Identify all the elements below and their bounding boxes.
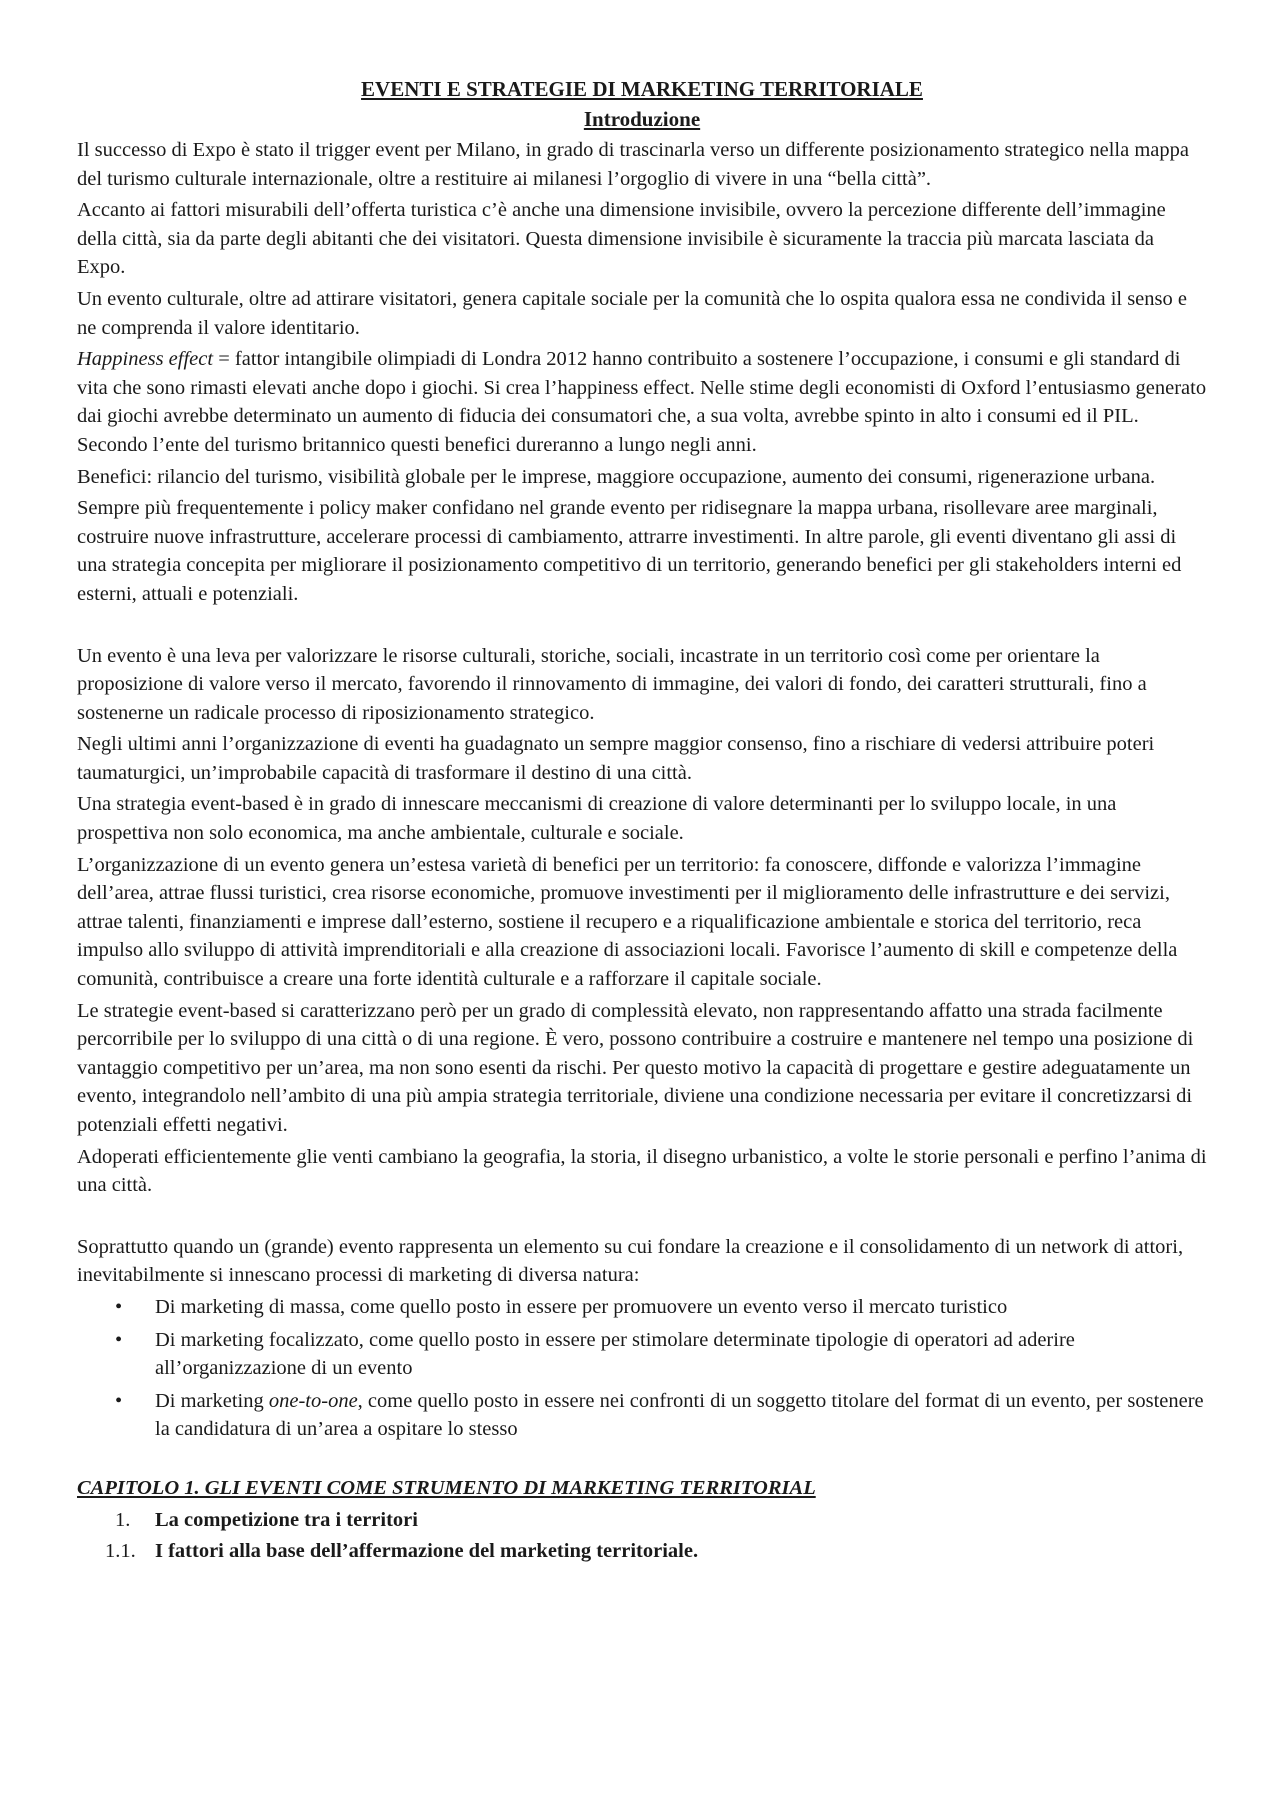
paragraph: Un evento è una leva per valorizzare le risorse culturali, storiche, sociali, incastrate in un territorio così come per orientare la proposizione di valore verso il mercato, favorendo il rinnovamento di immagine, dei valori di fondo, dei caratteri strutturali, fino a sostenerne un radicale processo di riposizionamento strategico.: [77, 644, 1147, 724]
section-number: 1.1.: [105, 1540, 136, 1563]
section-title: I fattori alla base dell’affermazione del marketing territoriale.: [155, 1540, 699, 1563]
paragraph: Una strategia event-based è in grado di innescare meccanismi di creazione di valore determinanti per lo sviluppo locale, in una prospettiva non solo economica, ma anche ambientale, culturale e sociale.: [77, 793, 1117, 845]
list-item-text: Di marketing di massa, come quello posto in essere per promuovere un evento verso il mercato turistico: [155, 1295, 1008, 1318]
section-title: La competizione tra i territori: [155, 1508, 418, 1531]
section-number: 1.: [115, 1508, 131, 1531]
chapter-heading: CAPITOLO 1. GLI EVENTI COME STRUMENTO DI MARKETING TERRITORIAL: [77, 1476, 816, 1499]
bullet-icon: •: [115, 1389, 123, 1412]
paragraph: Il successo di Expo è stato il trigger event per Milano, in grado di trascinarla verso un differente posizionamento strategico nella mappa del turismo culturale internazionale, oltre a restituire ai milanesi l’orgoglio di vivere in una “bella città”.: [77, 139, 1189, 190]
happiness-paragraph: [77, 345, 1207, 459]
spacer: [77, 1203, 1207, 1233]
list-item-text-post: , come quello posto in essere nei confronti di un soggetto titolare del format di un evento, per sostenere la candidatura di un’area a ospitare lo stesso: [155, 1389, 1204, 1441]
paragraph: Le strategie event-based si caratterizzano però per un grado di complessità elevato, non rappresentando affatto una strada facilmente percorribile per lo sviluppo di una città o di una regione. È vero, possono contribuire a costruire e mantenere nel tempo una posizione di vantaggio competitivo per un’area, ma non sono esenti da rischi. Per questo motivo la capacità di progettare e gestire adeguatamente un evento, integrandolo nell’ambito di una più ampia strategia territoriale, diviene una condizione necessaria per evitare il concretizzarsi di potenziali effetti negativi.: [77, 999, 1194, 1136]
paragraph: Un evento culturale, oltre ad attirare visitatori, genera capitale sociale per la comunità che lo ospita qualora essa ne condivida il senso e ne comprenda il valore identitario.: [77, 287, 1187, 339]
paragraph: Sempre più frequentemente i policy maker confidano nel grande evento per ridisegnare la mappa urbana, risollevare aree marginali, costruire nuove infrastrutture, accelerare processi di cambiamento, attrarre investimenti. In altre parole, gli eventi diventano gli assi di una strategia concepita per migliorare il posizionamento competitivo di un territorio, generando benefici per gli stakeholders interni ed esterni, attuali e potenziali.: [77, 497, 1182, 605]
document-page: [77, 74, 1207, 1569]
paragraph: Benefici: rilancio del turismo, visibilità globale per le imprese, maggiore occupazione, aumento dei consumi, rigenerazione urbana.: [77, 465, 1156, 488]
document-title: EVENTI E STRATEGIE DI MARKETING TERRITORIALE: [361, 77, 923, 101]
bullet-icon: •: [115, 1328, 123, 1351]
intro-heading: Introduzione: [583, 107, 701, 131]
paragraph: Negli ultimi anni l’organizzazione di eventi ha guadagnato un sempre maggior consenso, fino a rischiare di vedersi attribuire poteri taumaturgici, un’improbabile capacità di trasformare il destino di una città.: [77, 733, 1155, 784]
list-item-text-pre: Di marketing: [155, 1389, 269, 1412]
list-item-text: Di marketing focalizzato, come quello posto in essere per stimolare determinate tipologie di operatori ad aderire all’organizzazione di un evento: [155, 1328, 1075, 1380]
spacer: [77, 612, 1207, 642]
section-heading: [77, 1506, 1207, 1535]
subsection-heading: [77, 1537, 1207, 1566]
bullet-list: [77, 1293, 1207, 1444]
happiness-term: Happiness effect: [77, 348, 214, 371]
paragraph: Accanto ai fattori misurabili dell’offerta turistica c’è anche una dimensione invisibile, ovvero la percezione differente dell’immagine della città, sia da parte degli abitanti che dei visitatori. Questa dimensione invisibile è sicuramente la traccia più marcata lasciata da Expo.: [77, 199, 1166, 279]
list-item: [77, 1326, 1207, 1383]
list-item: [77, 1293, 1207, 1322]
paragraph: Soprattutto quando un (grande) evento rappresenta un elemento su cui fondare la creazione e il consolidamento di un network di attori, inevitabilmente si innescano processi di marketing di diversa natura:: [77, 1235, 1184, 1287]
paragraph: L’organizzazione di un evento genera un’estesa varietà di benefici per un territorio: fa conoscere, diffonde e valorizza l’immagine dell’area, attrae flussi turistici, crea risorse economiche, promuove investimenti per il miglioramento delle infrastrutture e dei servizi, attrae talenti, finanziamenti e imprese dall’esterno, sostiene il recupero e a riqualificazione ambientale e storica del territorio, reca impulso allo sviluppo di attività imprenditoriali e alla creazione di associazioni locali. Favorisce l’aumento di skill e competenze della comunità, contribuisce a creare una forte identità culturale e a rafforzare il capitale sociale.: [77, 853, 1178, 991]
bullet-icon: •: [115, 1295, 123, 1318]
list-item-text: [155, 1390, 1204, 1441]
happiness-text: = fattor intangibile olimpiadi di Londra 2012 hanno contribuito a sostenere l’occupazione, i consumi e gli standard di vita che sono rimasti elevati anche dopo i giochi. Si crea l’happiness effect. Nelle stime degli economisti di Oxford l’entusiasmo generato dai giochi avrebbe determinato un aumento di fiducia dei consumatori che, a sua volta, avrebbe spinto in alto i consumi ed il PIL. Secondo l’ente del turismo britannico questi benefici dureranno a lungo negli anni.: [77, 348, 1207, 456]
list-item-text-emphasis: one-to-one: [268, 1389, 358, 1412]
list-item: [77, 1387, 1207, 1444]
paragraph: Adoperati efficientemente glie venti cambiano la geografia, la storia, il disegno urbanistico, a volte le storie personali e perfino l’anima di una città.: [77, 1145, 1207, 1197]
